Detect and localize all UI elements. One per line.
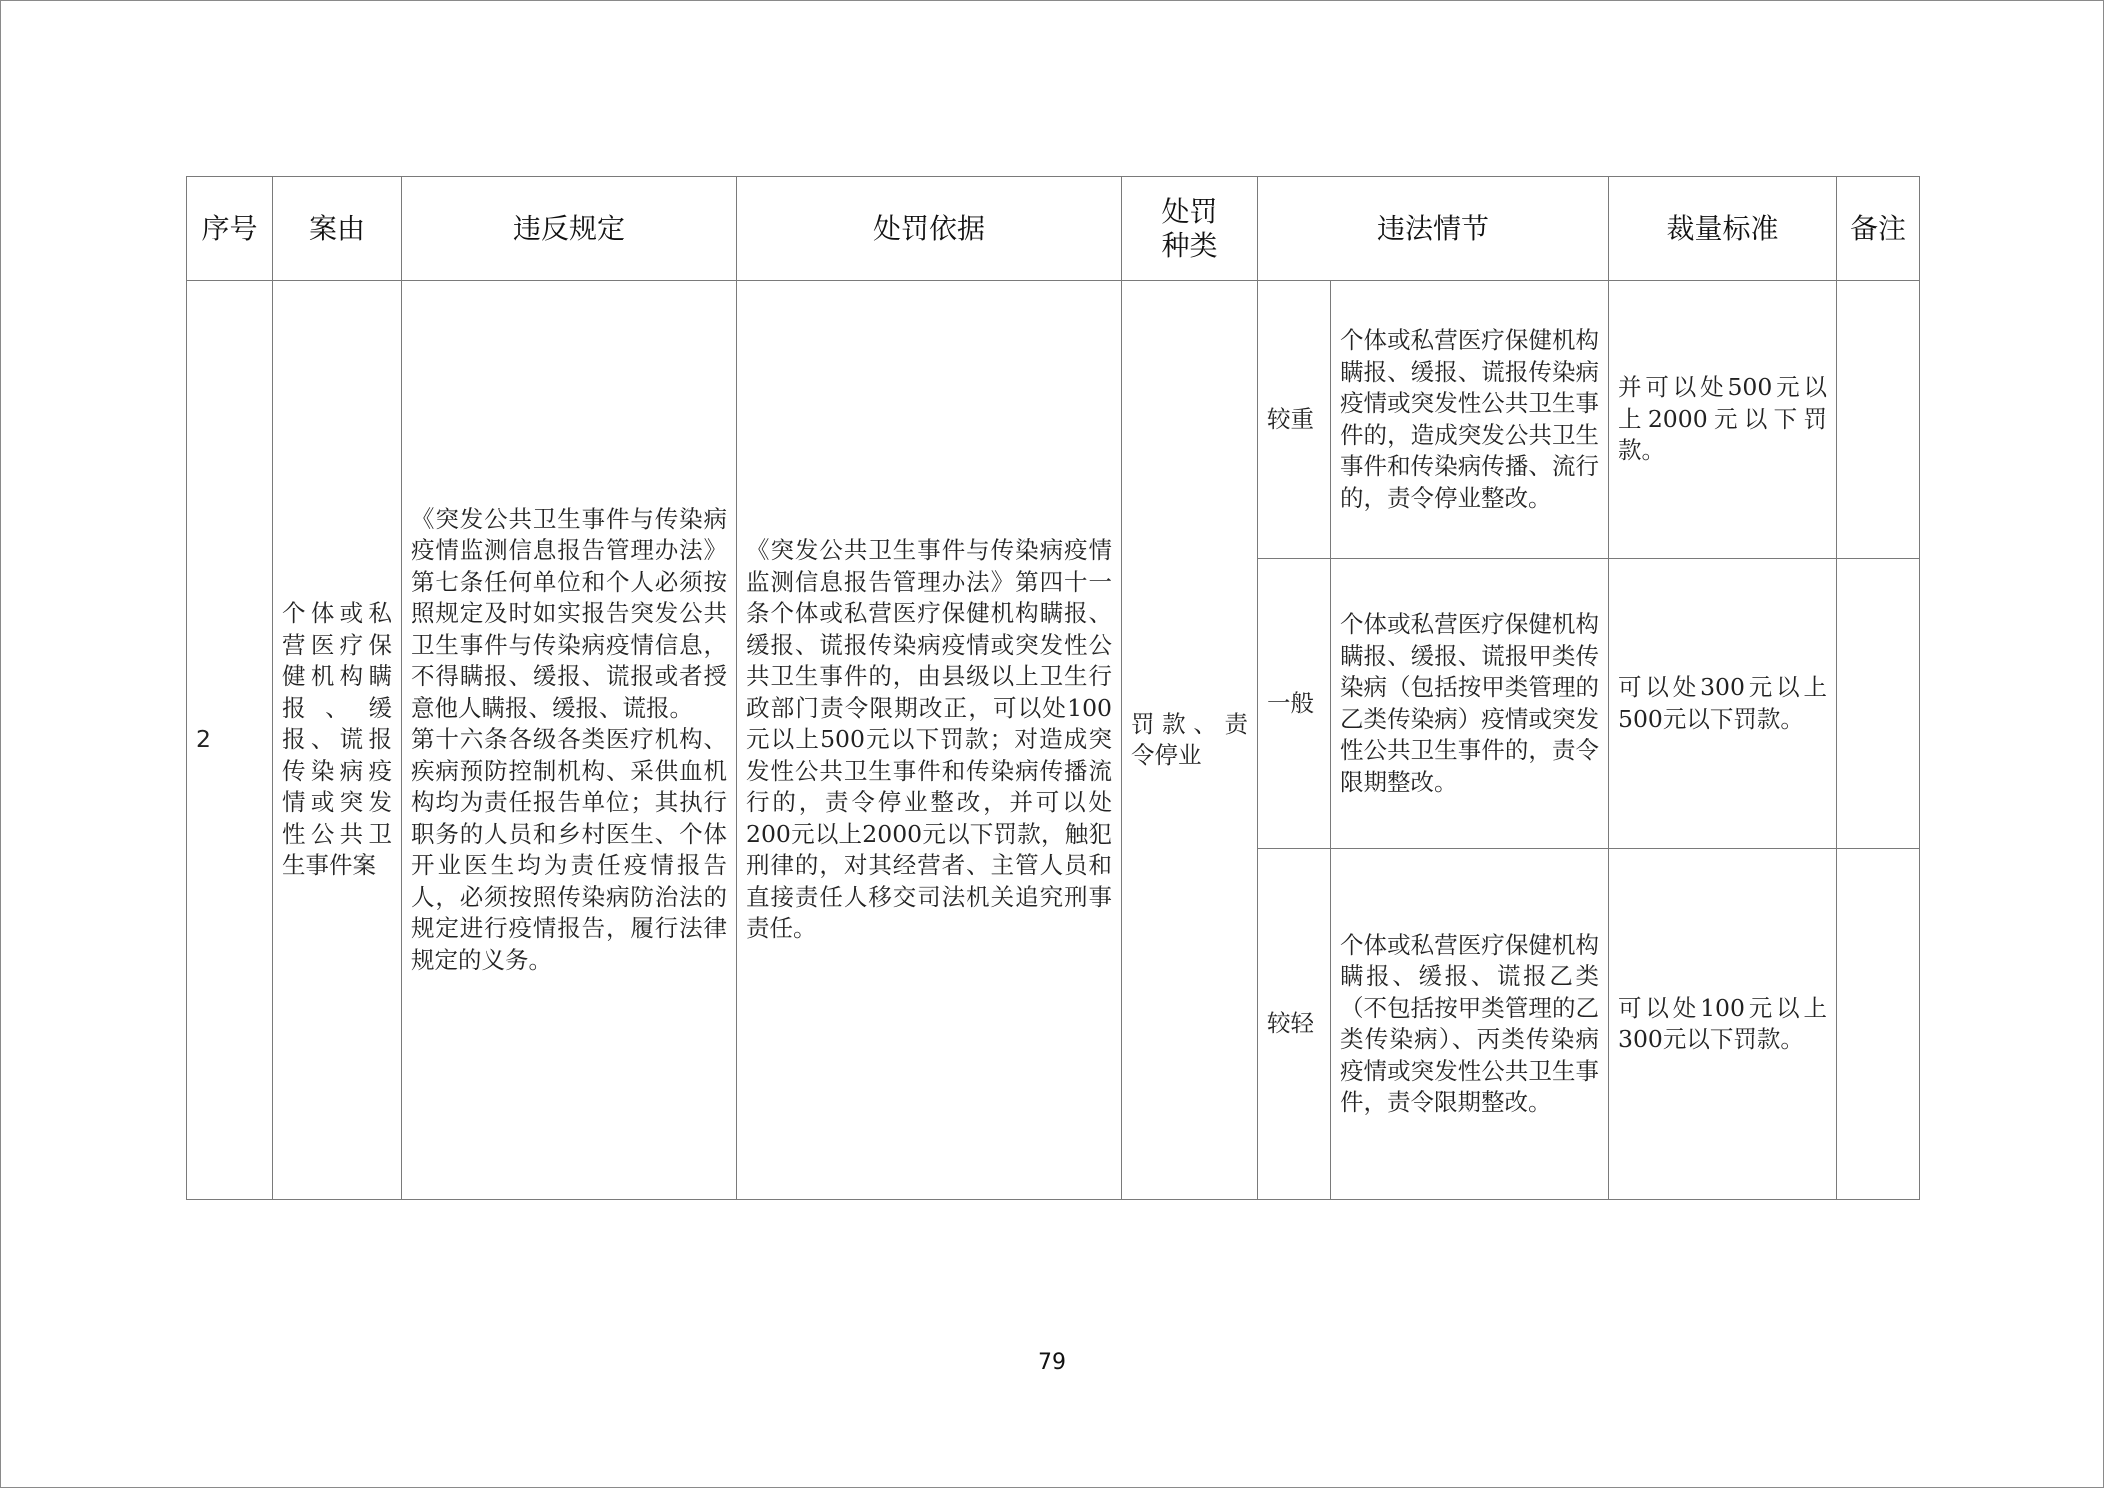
header-case: 案由 — [273, 177, 402, 281]
cell-circumstance-severe: 个体或私营医疗保健机构瞒报、缓报、谎报传染病疫情或突发性公共卫生事件的，造成突发公共卫生事件和传染病传播、流行的，责令停业整改。 — [1331, 281, 1609, 559]
cell-level-minor: 较轻 — [1258, 849, 1331, 1200]
cell-violated-rule: 《突发公共卫生事件与传染病疫情监测信息报告管理办法》第七条任何单位和个人必须按照规定及时如实报告突发公共卫生事件与传染病疫情信息，不得瞒报、缓报、谎报或者授意他人瞒报、缓报、谎报。 第十六条各级各类医疗机构、疾病预防控制机构、采供血机构均为责任报告单位；其执行职务的人员和乡村医生、个体开业医生均为责任疫情报告人，必须按照传染病防治法的规定进行疫情报告，履行法律规定的义务。 — [402, 281, 737, 1200]
cell-penalty-basis: 《突发公共卫生事件与传染病疫情监测信息报告管理办法》第四十一条个体或私营医疗保健机构瞒报、缓报、谎报传染病疫情或突发性公共卫生事件的，由县级以上卫生行政部门责令限期改正，可以处100元以上500元以下罚款；对造成突发性公共卫生事件和传染病传播流行的，责令停业整改，并可以处200元以上2000元以下罚款，触犯刑律的，对其经营者、主管人员和直接责任人移交司法机关追究刑事责任。 — [737, 281, 1122, 1200]
cell-note-minor — [1837, 849, 1920, 1200]
cell-seq: 2 — [187, 281, 273, 1200]
header-row — [187, 177, 1920, 281]
cell-standard-general: 可以处300元以上500元以下罚款。 — [1609, 559, 1837, 849]
header-note: 备注 — [1837, 177, 1920, 281]
table-row — [187, 281, 1920, 559]
header-circumstance: 违法情节 — [1258, 177, 1609, 281]
header-violated-rule: 违反规定 — [402, 177, 737, 281]
cell-note-severe — [1837, 281, 1920, 559]
page-number: 79 — [1038, 1350, 1066, 1375]
header-penalty-basis: 处罚依据 — [737, 177, 1122, 281]
cell-standard-minor: 可以处100元以上300元以下罚款。 — [1609, 849, 1837, 1200]
cell-circumstance-minor: 个体或私营医疗保健机构瞒报、缓报、谎报乙类（不包括按甲类管理的乙类传染病）、丙类传染病疫情或突发性公共卫生事件，责令限期整改。 — [1331, 849, 1609, 1200]
cell-level-general: 一般 — [1258, 559, 1331, 849]
cell-standard-severe: 并可以处500元以上2000元以下罚款。 — [1609, 281, 1837, 559]
cell-penalty-type: 罚款、责令停业 — [1122, 281, 1258, 1200]
cell-circumstance-general: 个体或私营医疗保健机构瞒报、缓报、谎报甲类传染病（包括按甲类管理的乙类传染病）疫情或突发性公共卫生事件的，责令限期整改。 — [1331, 559, 1609, 849]
header-penalty-type: 处罚 种类 — [1122, 177, 1258, 281]
cell-case: 个体或私营医疗保健机构瞒报、缓报、谎报传染病疫情或突发性公共卫生事件案 — [273, 281, 402, 1200]
header-standard: 裁量标准 — [1609, 177, 1837, 281]
header-seq: 序号 — [187, 177, 273, 281]
cell-level-severe: 较重 — [1258, 281, 1331, 559]
cell-note-general — [1837, 559, 1920, 849]
penalty-table — [186, 176, 1920, 1200]
